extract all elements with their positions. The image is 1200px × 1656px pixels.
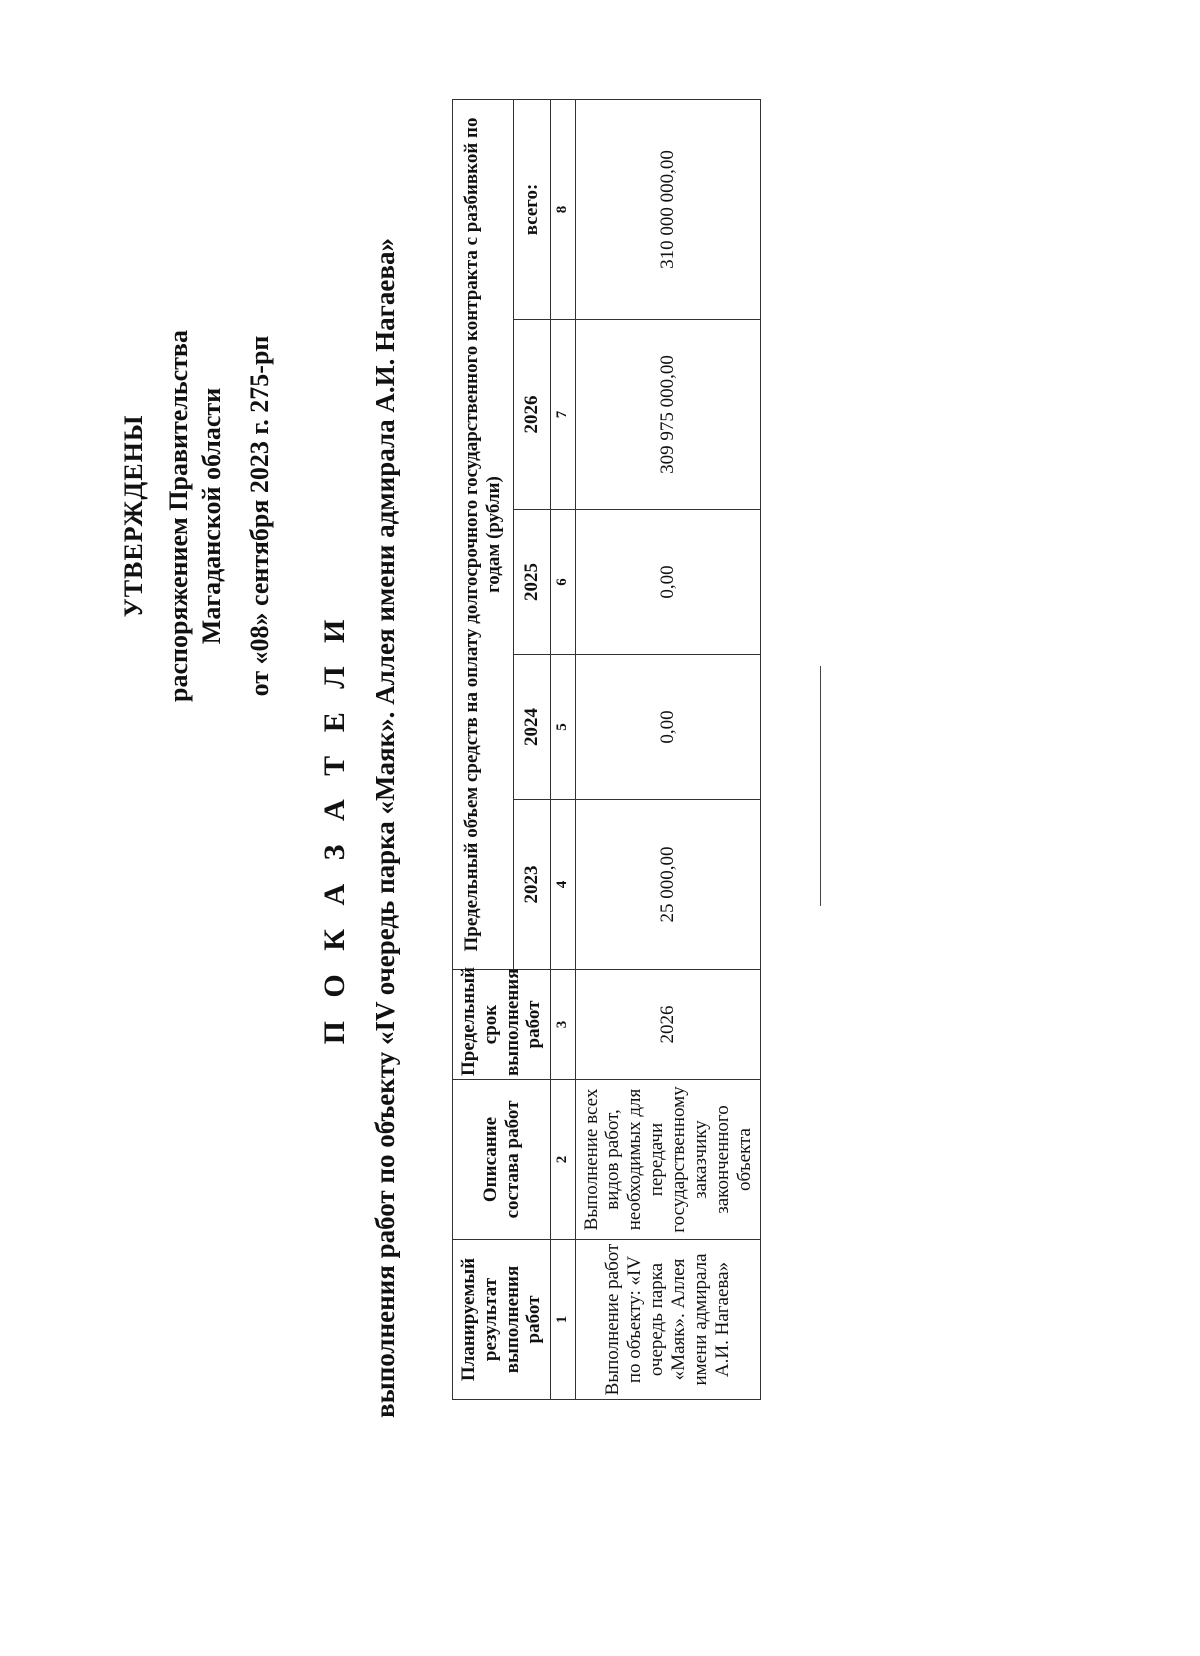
approval-date: от «08» сентября 2023 г. 275-рп (244, 335, 274, 697)
header-year-2025: 2025 (514, 510, 551, 655)
table-number-row (551, 99, 576, 1399)
column-number: 8 (551, 99, 576, 319)
column-number: 2 (551, 1080, 576, 1240)
header-year-2024: 2024 (514, 655, 551, 800)
column-number: 7 (551, 320, 576, 510)
document-subtitle: выполнения работ по объекту «IV очередь парка «Маяк». Аллея имени адмирала А.И. Нагаева» (370, 238, 400, 1418)
indicators-table (452, 99, 761, 1400)
cell-planned-result: Выполнение работ по объекту: «IV очередь парка «Маяк». Аллея имени адмирала А.И. Нагаева» (576, 1240, 761, 1400)
cell-2025: 0,00 (576, 510, 761, 655)
cell-2023: 25 000,00 (576, 800, 761, 970)
column-number: 3 (551, 970, 576, 1080)
table-header-row (453, 99, 514, 1399)
approval-line-2: Магаданской области (197, 387, 227, 645)
header-planned-result: Планируемый результат выполнения работ (453, 1240, 551, 1400)
cell-2024: 0,00 (576, 655, 761, 800)
cell-total: 310 000 000,00 (576, 99, 761, 319)
cell-work-description: Выполнение всех видов работ, необходимых для передачи государственному заказчику законченного объекта (576, 1080, 761, 1240)
header-work-description: Описание состава работ (453, 1080, 551, 1240)
approval-title: УТВЕРЖДЕНЫ (119, 414, 148, 618)
closing-line (820, 666, 821, 906)
column-number: 1 (551, 1240, 576, 1400)
document-heading (318, 0, 401, 1656)
header-year-2026: 2026 (514, 320, 551, 510)
cell-2026: 309 975 000,00 (576, 320, 761, 510)
header-funding-group: Предельный объем средств на оплату долгосрочного государственного контракта с разбивкой по годам (рубли) (453, 99, 514, 969)
approval-block (118, 276, 275, 756)
cell-deadline: 2026 (576, 970, 761, 1080)
column-number: 5 (551, 655, 576, 800)
header-deadline: Предельный срок выполнения работ (453, 970, 551, 1080)
column-number: 6 (551, 510, 576, 655)
header-year-2023: 2023 (514, 800, 551, 970)
header-total: всего: (514, 99, 551, 319)
document-title: П О К А З А Т Е Л И (318, 611, 351, 1045)
column-number: 4 (551, 800, 576, 970)
approval-line-1: распоряжением Правительства (164, 330, 194, 702)
table-row (576, 99, 761, 1399)
